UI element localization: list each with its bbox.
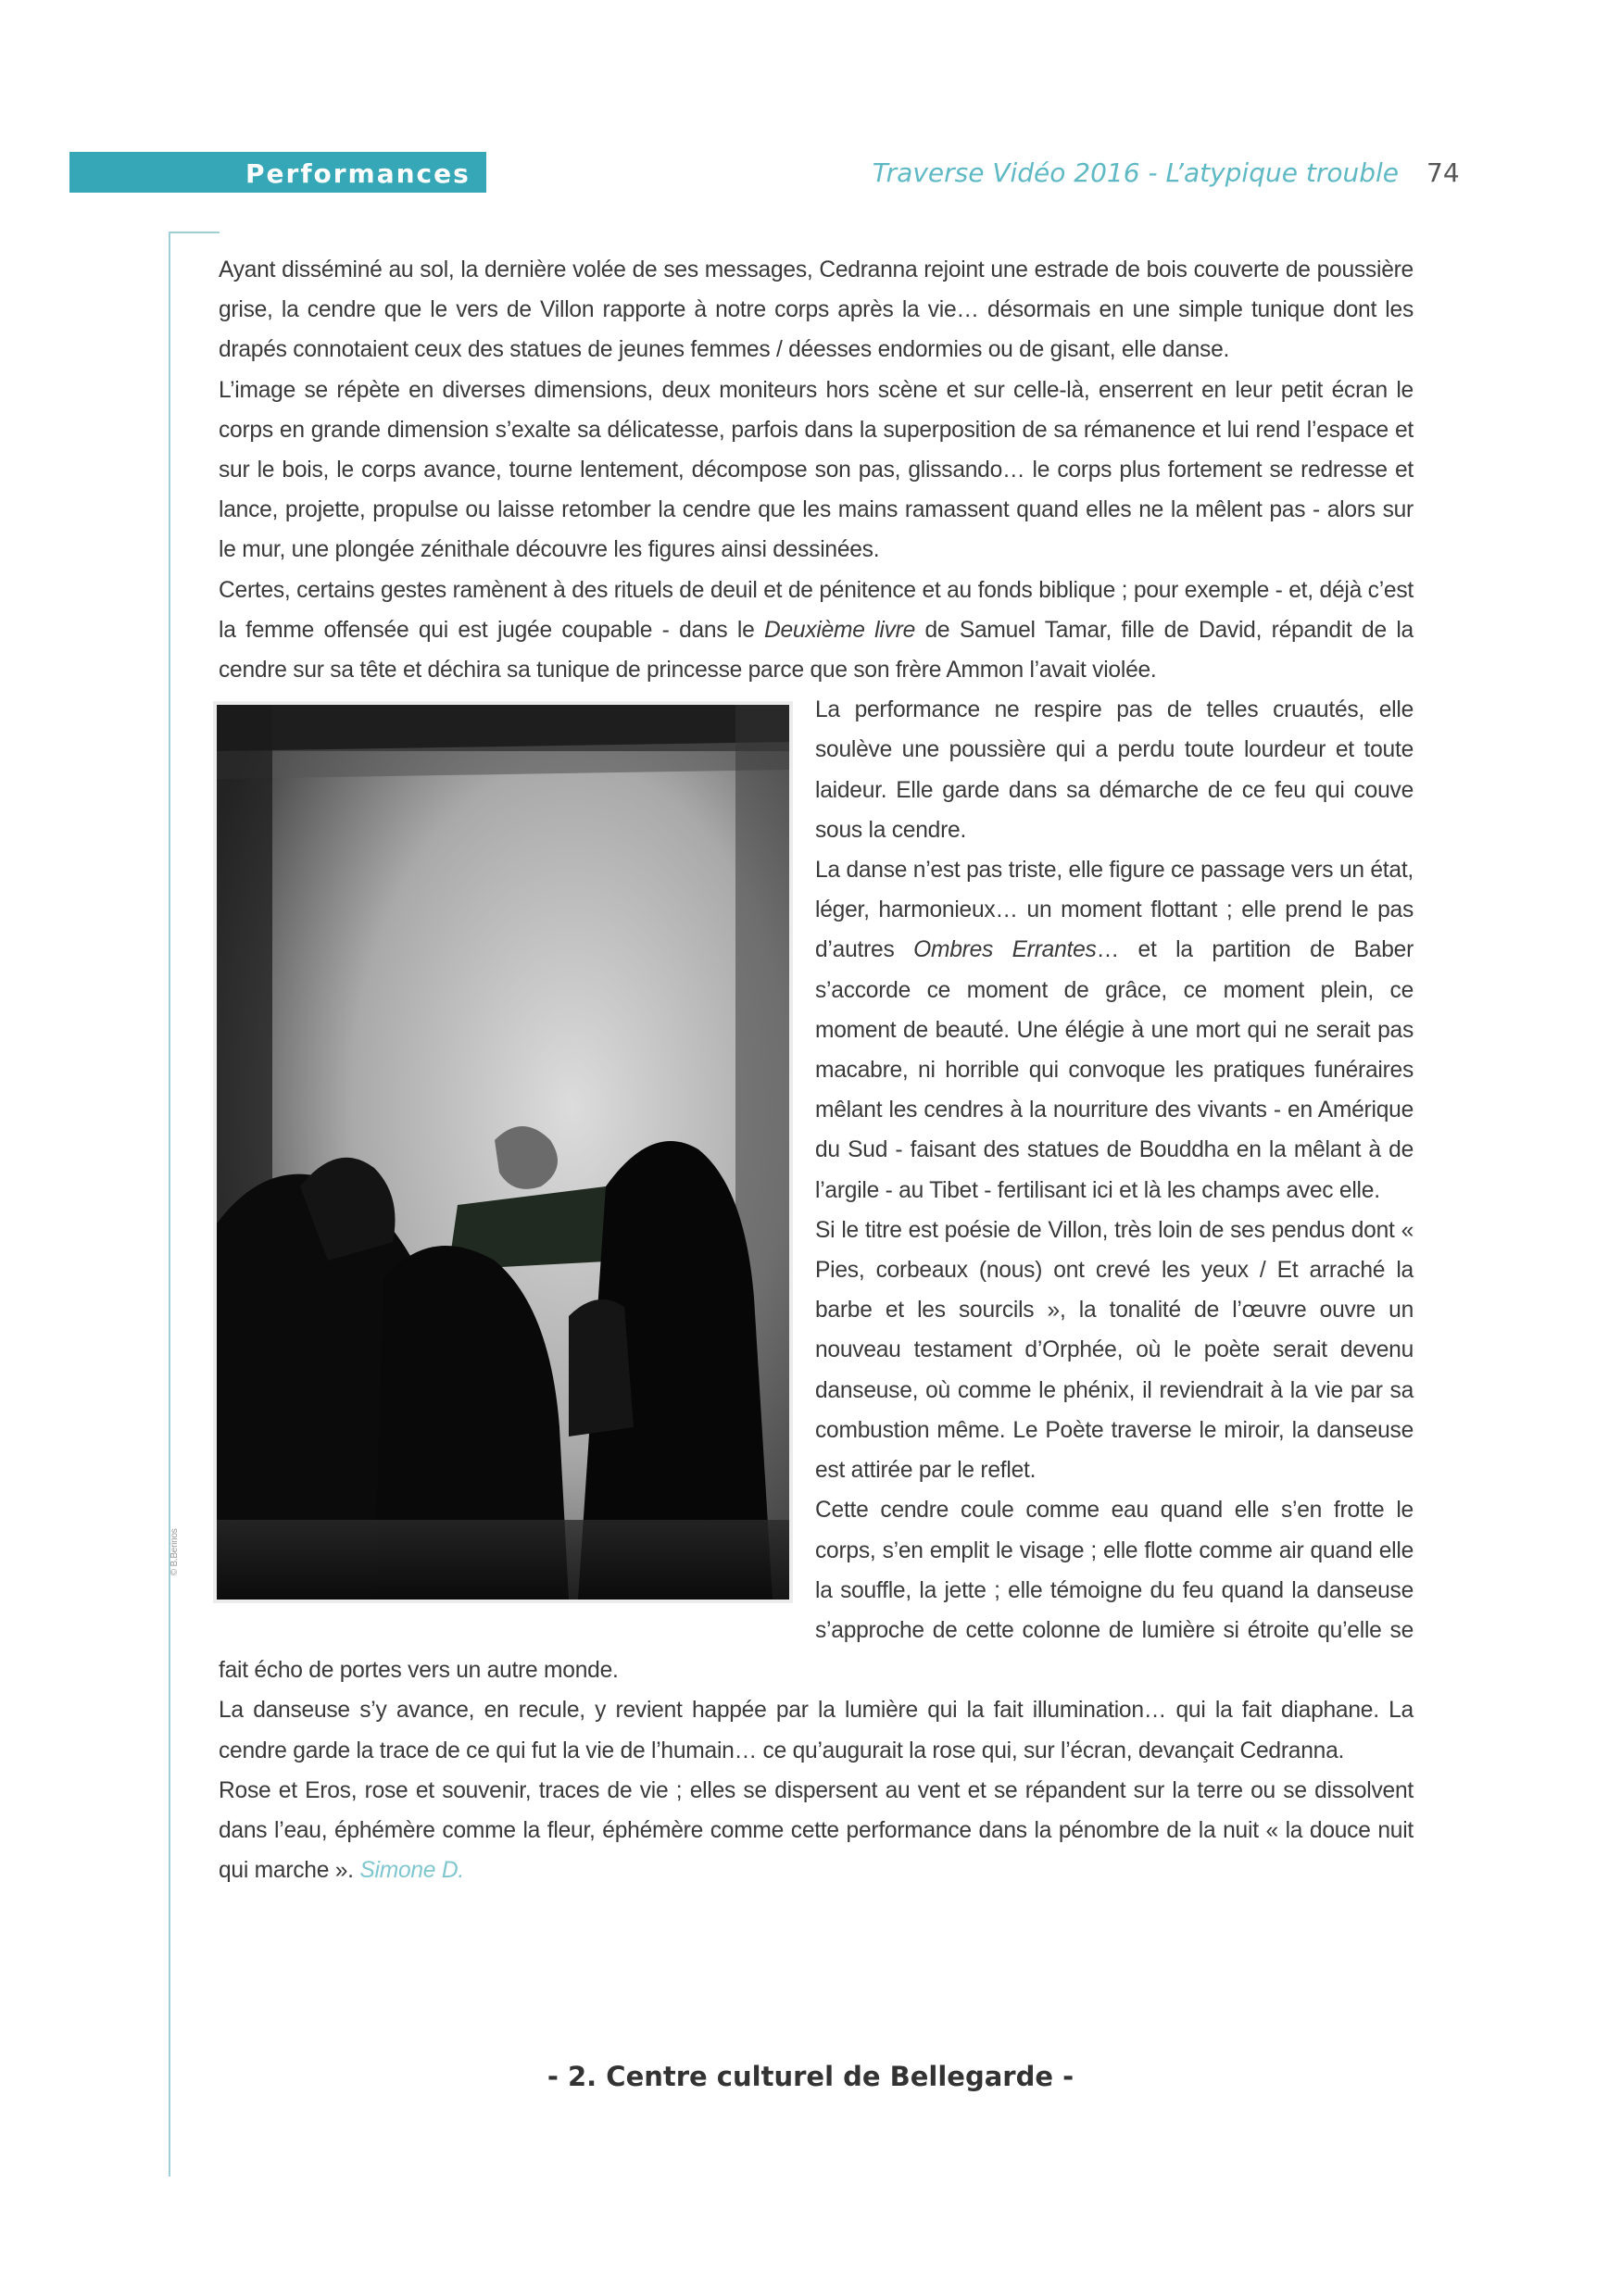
text-run: … et la partition de Baber s’accorde ce moment de grâce, ce moment plein, ce moment de beauté. Une élégie à une mort qui ne serait pas macabre, ni horrible qui convoque les pratiques funéraires mêlant les cendres à la nourriture des vivants - en Amérique du Sud - faisant des statues de Bouddha en la mêlant à de l’argile - au Tibet - fertilisant ici et là les champs avec elle. [815, 937, 1414, 1203]
article-body [169, 250, 1414, 1890]
paragraph [219, 1771, 1414, 1891]
paragraph: Ayant disséminé au sol, la dernière volée de ses messages, Cedranna rejoint une estrade de bois couverte de poussière grise, la cendre que le vers de Villon rapporte à notre corps après la vie… désormais en une simple tunique dont les drapés connotaient ceux des statues de jeunes femmes / déesses endormies ou de gisant, elle danse. [219, 257, 1414, 363]
performance-photo [169, 701, 793, 1603]
paragraph: La performance ne respire pas de telles cruautés, elle soulève une poussière qui a perdu toute lourdeur et toute laideur. Elle garde dans sa démarche de ce feu qui couve sous la cendre. [815, 697, 1414, 843]
paragraph: L’image se répète en diverses dimensions, deux moniteurs hors scène et sur celle-là, enserrent en leur petit écran le corps en grande dimension s’exalte sa délicatesse, parfois dans la superposition de sa rémanence et lui rend l’espace et sur le bois, le corps avance, tourne lentement, décompose son pas, glissando… le corps plus fortement se redresse et lance, projette, propulse ou laisse retomber la cendre que les mains ramassent quand elles ne la mêlent pas - alors sur le mur, une plongée zénithale découvre les figures ainsi dessinées. [219, 377, 1414, 563]
section-heading: - 2. Centre culturel de Bellegarde - [547, 2061, 1074, 2092]
section-label: Performances [245, 158, 471, 189]
paragraph [219, 571, 1414, 691]
side-rule [169, 232, 170, 2177]
text-run: Certes, certains gestes ramènent à des rituels de deuil et de pénitence et au fonds biblique ; pour exemple - et, déjà c’est la femme offensée qui est jugée coupable - dans le [219, 577, 1414, 643]
page-number: 74 [1426, 157, 1460, 188]
italic-title: Deuxième livre [763, 617, 916, 643]
photo-image [217, 705, 789, 1600]
author-signature: Simone D. [359, 1858, 464, 1884]
section-header-band [69, 152, 486, 193]
paragraph: La danseuse s’y avance, en recule, y revient happée par la lumière qui la fait illumination… qui la fait diaphane. La cendre garde la trace de ce qui fut la vie de l’humain… ce qu’augurait la rose qui, sur l’écran, devançait Cedranna. [219, 1698, 1414, 1763]
paragraph: Si le titre est poésie de Villon, très loin de ses pendus dont « Pies, corbeaux (nous) ont crevé les yeux / Et arraché la barbe et les sourcils », la tonalité de l’œuvre ouvre un nouveau testament d’Orphée, où le poète serait devenu danseuse, où comme le phénix, il reviendrait à la vie par sa combustion même. Le Poète traverse le miroir, la danseuse est attirée par le reflet. [815, 1217, 1414, 1484]
text-run: Rose et Eros, rose et souvenir, traces de vie ; elles se dispersent au vent et se répandent sur la terre ou se dissolvent dans l’eau, éphémère comme la fleur, éphémère comme cette performance dans la pénombre de la nuit « la douce nuit qui marche ». [219, 1777, 1414, 1884]
text-run: La danse n’est pas triste, elle figure ce passage vers un état, léger, harmonieux… un moment flottant ; elle prend le pas d’autres [815, 858, 1414, 963]
photo-credit: © B.Berinos [169, 1528, 180, 1576]
text-run: de Samuel Tamar, fille de David, répandit de la cendre sur sa tête et déchira sa tunique de princesse parce que son frère Ammon l’avait violée. [219, 617, 1414, 684]
running-title: Traverse Vidéo 2016 - L’atypique trouble [872, 157, 1399, 188]
paragraph: Cette cendre coule comme eau quand elle s’en frotte le corps, s’en emplit le visage ; elle flotte comme air quand elle la souffle, la jette ; elle témoigne du feu quand la danseuse s’approche de cette colonne de lumière si étroite qu’elle se fait écho de portes vers un autre monde. [219, 1498, 1414, 1684]
side-rule-cap [169, 232, 220, 233]
italic-title: Ombres Errantes [913, 937, 1097, 963]
